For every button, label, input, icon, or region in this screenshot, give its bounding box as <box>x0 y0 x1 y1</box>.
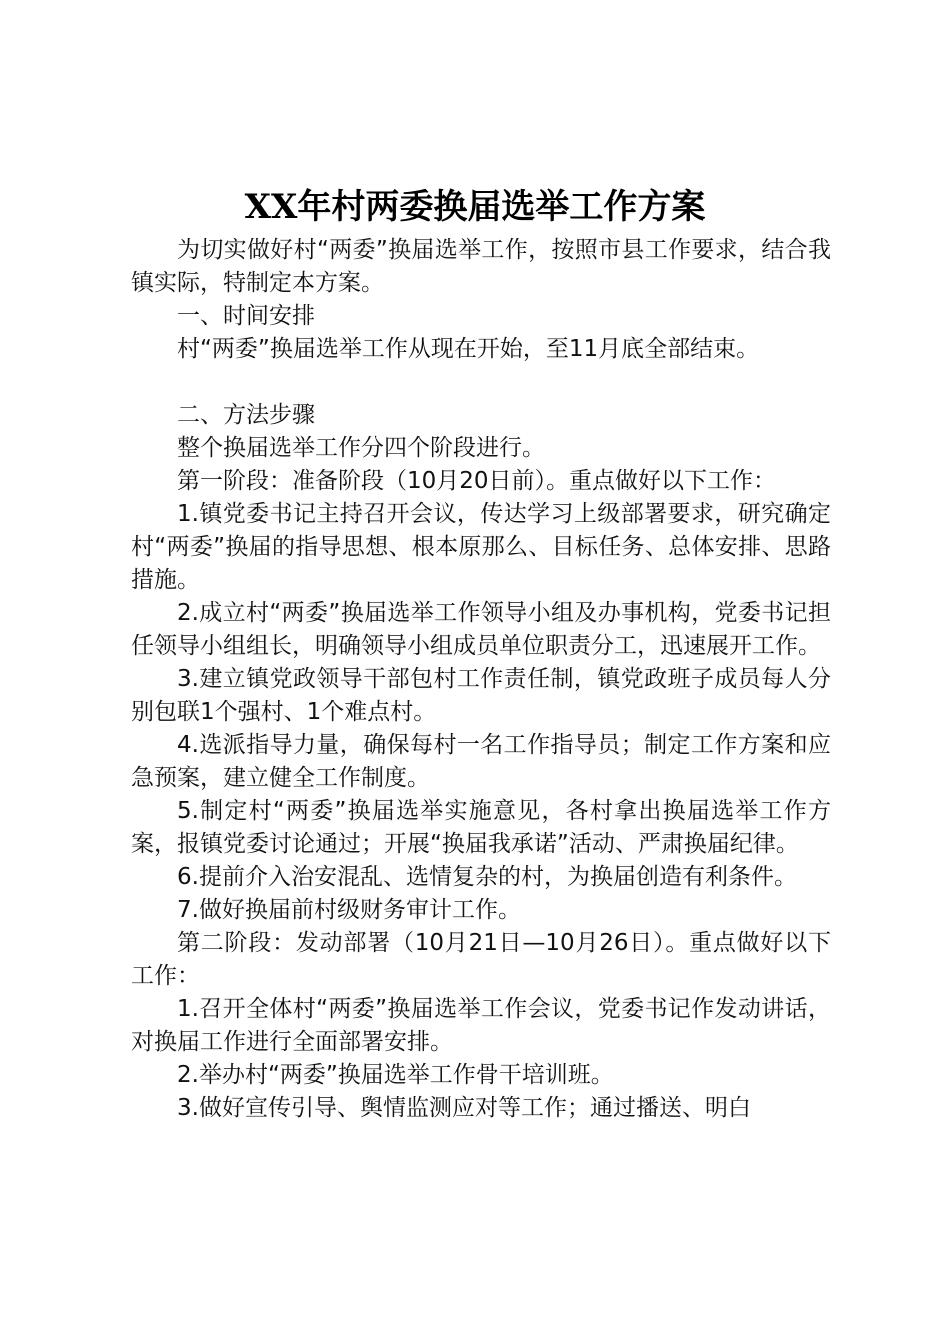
section-heading-steps: 二、方法步骤 <box>177 402 315 428</box>
paragraph-intro: 为切实做好村“两委”换届选举工作，按照市县工作要求，结合我镇实际，特制定本方案。 <box>131 237 831 296</box>
stage-two-heading: 第二阶段：发动部署（10月21日—10月26日）。重点做好以下工作： <box>131 930 831 989</box>
paragraph-schedule: 村“两委”换届选举工作从现在开始，至11月底全部结束。 <box>177 336 760 362</box>
document-body <box>131 234 831 1125</box>
stage-two-item-2: 2.举办村“两委”换届选举工作骨干培训班。 <box>177 1062 614 1088</box>
document-title: XX年村两委换届选举工作方案 <box>244 187 706 227</box>
stage-one-item-3: 3.建立镇党政领导干部包村工作责任制，镇党政班子成员每人分别包联1个强村、1个难点村。 <box>131 666 831 725</box>
stage-one-item-4: 4.选派指导力量，确保每村一名工作指导员；制定工作方案和应急预案，建立健全工作制度。 <box>131 732 831 791</box>
stage-one-item-1: 1.镇党委书记主持召开会议，传达学习上级部署要求，研究确定村“两委”换届的指导思想、根本原那么、目标任务、总体安排、思路措施。 <box>131 501 831 593</box>
paragraph-stages: 整个换届选举工作分四个阶段进行。 <box>177 435 545 461</box>
stage-one-item-7: 7.做好换届前村级财务审计工作。 <box>177 897 521 923</box>
blank-line <box>131 366 831 399</box>
stage-one-item-6: 6.提前介入治安混乱、选情复杂的村，为换届创造有利条件。 <box>177 864 797 890</box>
stage-two-item-1: 1.召开全体村“两委”换届选举工作会议，党委书记作发动讲话，对换届工作进行全面部署安排。 <box>131 996 831 1055</box>
section-heading-schedule: 一、时间安排 <box>177 303 315 329</box>
stage-one-item-2: 2.成立村“两委”换届选举工作领导小组及办事机构，党委书记担任领导小组组长，明确领导小组成员单位职责分工，迅速展开工作。 <box>131 600 831 659</box>
stage-two-item-3: 3.做好宣传引导、舆情监测应对等工作；通过播送、明白 <box>177 1095 751 1121</box>
stage-one-item-5: 5.制定村“两委”换届选举实施意见，各村拿出换届选举工作方案，报镇党委讨论通过；开展“换届我承诺”活动、严肃换届纪律。 <box>131 798 831 857</box>
stage-one-heading: 第一阶段：准备阶段（10月20日前）。重点做好以下工作： <box>177 468 777 494</box>
